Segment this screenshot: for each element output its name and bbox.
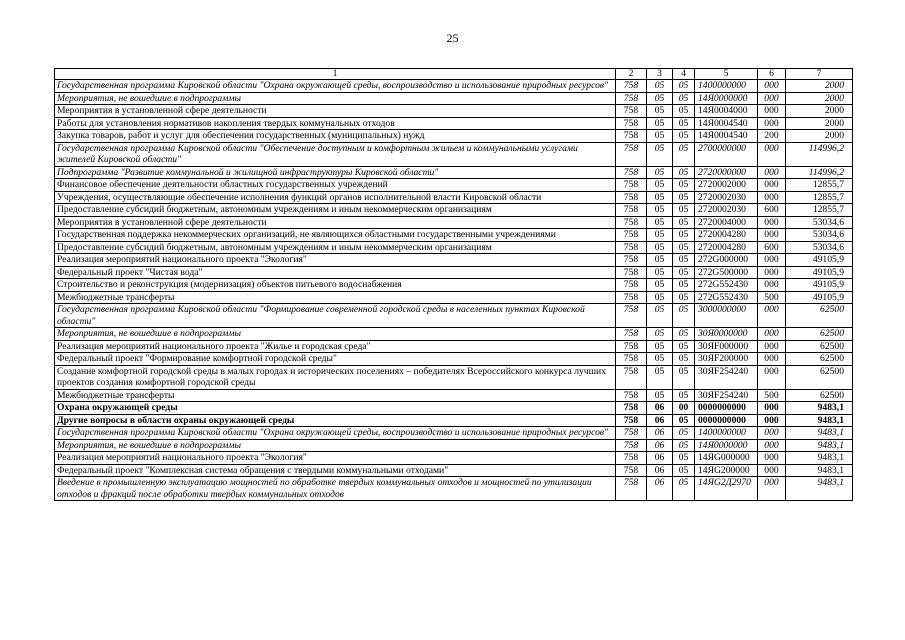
table-row <box>55 254 853 267</box>
table-row <box>55 365 853 389</box>
target-article-cell: 272G552430 <box>695 291 758 304</box>
subsection-code-cell: 05 <box>673 179 695 192</box>
amount-cell: 12855,7 <box>786 179 853 192</box>
ministry-code-cell: 758 <box>616 389 647 402</box>
expense-name-cell: Мероприятия в установленной сфере деятельности <box>55 105 616 118</box>
column-number: 5 <box>695 69 758 80</box>
expense-name-cell: Государственная программа Кировской области "Охрана окружающей среды, воспроизводство и использование природных ресурсов" <box>55 80 616 93</box>
target-article-cell: 272G000000 <box>695 254 758 267</box>
amount-cell: 9483,1 <box>786 452 853 465</box>
amount-cell: 12855,7 <box>786 191 853 204</box>
expense-type-cell: 000 <box>758 439 786 452</box>
expense-type-cell: 000 <box>758 464 786 477</box>
target-article-cell: 30ЯF254240 <box>695 365 758 389</box>
expense-name-cell: Государственная программа Кировской области "Обеспечение доступным и комфортным жильем и коммунальными услугами жителей Кировской области" <box>55 142 616 166</box>
target-article-cell: 2720002000 <box>695 179 758 192</box>
ministry-code-cell: 758 <box>616 241 647 254</box>
target-article-cell: 0000000000 <box>695 402 758 415</box>
section-code-cell: 05 <box>647 340 673 353</box>
ministry-code-cell: 758 <box>616 179 647 192</box>
subsection-code-cell: 05 <box>673 130 695 143</box>
expense-type-cell: 000 <box>758 279 786 292</box>
expense-name-cell: Государственная программа Кировской области "Формирование современной городской среды в населенных пунктах Кировской области" <box>55 304 616 328</box>
section-code-cell: 05 <box>647 328 673 341</box>
expense-type-cell: 000 <box>758 353 786 366</box>
page-number: 25 <box>446 31 459 45</box>
table-row <box>55 142 853 166</box>
table-row <box>55 229 853 242</box>
target-article-cell: 14Я0004000 <box>695 105 758 118</box>
expense-type-cell: 000 <box>758 105 786 118</box>
target-article-cell: 2720004000 <box>695 216 758 229</box>
amount-cell: 49105,9 <box>786 266 853 279</box>
subsection-code-cell: 05 <box>673 353 695 366</box>
column-number: 4 <box>673 69 695 80</box>
section-code-cell: 05 <box>647 92 673 105</box>
expense-type-cell: 200 <box>758 130 786 143</box>
table-row <box>55 130 853 143</box>
table-row <box>55 216 853 229</box>
amount-cell: 62500 <box>786 353 853 366</box>
expense-type-cell: 000 <box>758 254 786 267</box>
target-article-cell: 14Я0000000 <box>695 439 758 452</box>
table-row <box>55 105 853 118</box>
expense-type-cell: 000 <box>758 179 786 192</box>
subsection-code-cell: 05 <box>673 204 695 217</box>
subsection-code-cell: 05 <box>673 427 695 440</box>
table-row <box>55 477 853 501</box>
subsection-code-cell: 05 <box>673 279 695 292</box>
ministry-code-cell: 758 <box>616 117 647 130</box>
expense-name-cell: Строительство и реконструкция (модернизация) объектов питьевого водоснабжения <box>55 279 616 292</box>
section-code-cell: 05 <box>647 204 673 217</box>
ministry-code-cell: 758 <box>616 328 647 341</box>
expense-name-cell: Федеральный проект "Формирование комфортной городской среды" <box>55 353 616 366</box>
section-code-cell: 06 <box>647 402 673 415</box>
section-code-cell: 05 <box>647 166 673 179</box>
expense-type-cell: 000 <box>758 229 786 242</box>
subsection-code-cell: 05 <box>673 80 695 93</box>
amount-cell: 2000 <box>786 92 853 105</box>
amount-cell: 62500 <box>786 389 853 402</box>
amount-cell: 9483,1 <box>786 464 853 477</box>
amount-cell: 9483,1 <box>786 427 853 440</box>
amount-cell: 2000 <box>786 80 853 93</box>
target-article-cell: 272G552430 <box>695 279 758 292</box>
expense-name-cell: Создание комфортной городской среды в малых городах и исторических поселениях – победителях Всероссийского конкурса лучших проектов создания комфортной городской среды <box>55 365 616 389</box>
subsection-code-cell: 05 <box>673 414 695 427</box>
target-article-cell: 14ЯG200000 <box>695 464 758 477</box>
expense-type-cell: 000 <box>758 427 786 440</box>
table-row <box>55 304 853 328</box>
expense-name-cell: Государственная программа Кировской области "Охрана окружающей среды, воспроизводство и использование природных ресурсов" <box>55 427 616 440</box>
expense-name-cell: Межбюджетные трансферты <box>55 291 616 304</box>
table-row <box>55 328 853 341</box>
table-row <box>55 452 853 465</box>
ministry-code-cell: 758 <box>616 340 647 353</box>
table-row <box>55 389 853 402</box>
target-article-cell: 2720004280 <box>695 229 758 242</box>
target-article-cell: 14Я0000000 <box>695 92 758 105</box>
amount-cell: 2000 <box>786 117 853 130</box>
ministry-code-cell: 758 <box>616 304 647 328</box>
amount-cell: 9483,1 <box>786 477 853 501</box>
amount-cell: 49105,9 <box>786 254 853 267</box>
target-article-cell: 14ЯG2Д2970 <box>695 477 758 501</box>
target-article-cell: 272G500000 <box>695 266 758 279</box>
table-row <box>55 353 853 366</box>
amount-cell: 2000 <box>786 105 853 118</box>
expense-type-cell: 000 <box>758 117 786 130</box>
target-article-cell: 2720002030 <box>695 204 758 217</box>
expense-name-cell: Межбюджетные трансферты <box>55 389 616 402</box>
expense-type-cell: 000 <box>758 266 786 279</box>
expense-name-cell: Другие вопросы в области охраны окружающей среды <box>55 414 616 427</box>
table-row <box>55 179 853 192</box>
ministry-code-cell: 758 <box>616 427 647 440</box>
section-code-cell: 05 <box>647 229 673 242</box>
expense-name-cell: Федеральный проект "Комплексная система обращения с твердыми коммунальными отходами" <box>55 464 616 477</box>
amount-cell: 9483,1 <box>786 414 853 427</box>
section-code-cell: 05 <box>647 365 673 389</box>
ministry-code-cell: 758 <box>616 254 647 267</box>
table-row <box>55 191 853 204</box>
table-row <box>55 80 853 93</box>
subsection-code-cell: 05 <box>673 365 695 389</box>
target-article-cell: 3000000000 <box>695 304 758 328</box>
ministry-code-cell: 758 <box>616 402 647 415</box>
section-code-cell: 05 <box>647 254 673 267</box>
expense-type-cell: 000 <box>758 166 786 179</box>
subsection-code-cell: 00 <box>673 402 695 415</box>
section-code-cell: 05 <box>647 142 673 166</box>
target-article-cell: 2720004280 <box>695 241 758 254</box>
expense-name-cell: Подпрограмма "Развитие коммунальной и жилищной инфраструктуры Кировской области" <box>55 166 616 179</box>
amount-cell: 9483,1 <box>786 439 853 452</box>
subsection-code-cell: 05 <box>673 229 695 242</box>
amount-cell: 9483,1 <box>786 402 853 415</box>
subsection-code-cell: 05 <box>673 142 695 166</box>
table-row <box>55 439 853 452</box>
table-row <box>55 117 853 130</box>
expense-name-cell: Введение в промышленную эксплуатацию мощностей по обработке твердых коммунальных отходов и мощностей по утилизации отходов и фракций после обработки твердых коммунальных отходов <box>55 477 616 501</box>
ministry-code-cell: 758 <box>616 414 647 427</box>
ministry-code-cell: 758 <box>616 191 647 204</box>
expense-name-cell: Государственная поддержка некоммерческих организаций, не являющихся областными государственными учреждениями <box>55 229 616 242</box>
section-code-cell: 05 <box>647 279 673 292</box>
expense-name-cell: Мероприятия, не вошедшие в подпрограммы <box>55 439 616 452</box>
subsection-code-cell: 05 <box>673 389 695 402</box>
subsection-code-cell: 05 <box>673 464 695 477</box>
expense-name-cell: Мероприятия в установленной сфере деятельности <box>55 216 616 229</box>
amount-cell: 49105,9 <box>786 291 853 304</box>
target-article-cell: 1400000000 <box>695 80 758 93</box>
ministry-code-cell: 758 <box>616 353 647 366</box>
ministry-code-cell: 758 <box>616 166 647 179</box>
section-code-cell: 06 <box>647 452 673 465</box>
expense-name-cell: Мероприятия, не вошедшие в подпрограммы <box>55 92 616 105</box>
expense-type-cell: 000 <box>758 414 786 427</box>
table-row <box>55 266 853 279</box>
ministry-code-cell: 758 <box>616 464 647 477</box>
ministry-code-cell: 758 <box>616 291 647 304</box>
subsection-code-cell: 05 <box>673 291 695 304</box>
expense-name-cell: Федеральный проект "Чистая вода" <box>55 266 616 279</box>
subsection-code-cell: 05 <box>673 304 695 328</box>
subsection-code-cell: 05 <box>673 328 695 341</box>
target-article-cell: 1400000000 <box>695 427 758 440</box>
target-article-cell: 30ЯF200000 <box>695 353 758 366</box>
expense-type-cell: 000 <box>758 402 786 415</box>
table-row <box>55 92 853 105</box>
subsection-code-cell: 05 <box>673 105 695 118</box>
expense-type-cell: 600 <box>758 204 786 217</box>
section-code-cell: 05 <box>647 105 673 118</box>
section-code-cell: 06 <box>647 439 673 452</box>
budget-table <box>54 68 853 501</box>
expense-type-cell: 000 <box>758 80 786 93</box>
table-row <box>55 427 853 440</box>
expense-name-cell: Охрана окружающей среды <box>55 402 616 415</box>
expense-name-cell: Работы для установления нормативов накопления твердых коммунальных отходов <box>55 117 616 130</box>
ministry-code-cell: 758 <box>616 452 647 465</box>
expense-name-cell: Финансовое обеспечение деятельности областных государственных учреждений <box>55 179 616 192</box>
subsection-code-cell: 05 <box>673 452 695 465</box>
ministry-code-cell: 758 <box>616 365 647 389</box>
target-article-cell: 30ЯF254240 <box>695 389 758 402</box>
target-article-cell: 30Я0000000 <box>695 328 758 341</box>
amount-cell: 53034,6 <box>786 229 853 242</box>
section-code-cell: 05 <box>647 353 673 366</box>
amount-cell: 114996,2 <box>786 142 853 166</box>
expense-type-cell: 500 <box>758 389 786 402</box>
ministry-code-cell: 758 <box>616 204 647 217</box>
ministry-code-cell: 758 <box>616 216 647 229</box>
table-row <box>55 279 853 292</box>
section-code-cell: 05 <box>647 266 673 279</box>
ministry-code-cell: 758 <box>616 130 647 143</box>
amount-cell: 53034,6 <box>786 216 853 229</box>
column-number: 3 <box>647 69 673 80</box>
section-code-cell: 06 <box>647 464 673 477</box>
ministry-code-cell: 758 <box>616 229 647 242</box>
expense-name-cell: Учреждения, осуществляющие обеспечение исполнения функций органов исполнительной власти Кировской области <box>55 191 616 204</box>
expense-name-cell: Предоставление субсидий бюджетным, автономным учреждениям и иным некоммерческим организациям <box>55 241 616 254</box>
amount-cell: 53034,6 <box>786 241 853 254</box>
expense-name-cell: Реализация мероприятий национального проекта "Экология" <box>55 254 616 267</box>
column-number: 7 <box>786 69 853 80</box>
table-row <box>55 340 853 353</box>
amount-cell: 62500 <box>786 328 853 341</box>
amount-cell: 62500 <box>786 365 853 389</box>
expense-type-cell: 600 <box>758 241 786 254</box>
expense-name-cell: Реализация мероприятий национального проекта "Экология" <box>55 452 616 465</box>
amount-cell: 114996,2 <box>786 166 853 179</box>
target-article-cell: 2720002030 <box>695 191 758 204</box>
ministry-code-cell: 758 <box>616 279 647 292</box>
column-number-row <box>55 69 853 80</box>
target-article-cell: 14ЯG000000 <box>695 452 758 465</box>
table-row <box>55 414 853 427</box>
ministry-code-cell: 758 <box>616 439 647 452</box>
subsection-code-cell: 05 <box>673 191 695 204</box>
expense-type-cell: 000 <box>758 304 786 328</box>
subsection-code-cell: 05 <box>673 266 695 279</box>
expense-type-cell: 000 <box>758 142 786 166</box>
subsection-code-cell: 05 <box>673 166 695 179</box>
section-code-cell: 05 <box>647 216 673 229</box>
section-code-cell: 05 <box>647 191 673 204</box>
expense-name-cell: Реализация мероприятий национального проекта "Жилье и городская среда" <box>55 340 616 353</box>
subsection-code-cell: 05 <box>673 254 695 267</box>
table-row <box>55 166 853 179</box>
amount-cell: 49105,9 <box>786 279 853 292</box>
expense-name-cell: Предоставление субсидий бюджетным, автономным учреждениям и иным некоммерческим организациям <box>55 204 616 217</box>
expense-type-cell: 000 <box>758 477 786 501</box>
expense-name-cell: Мероприятия, не вошедшие в подпрограммы <box>55 328 616 341</box>
expense-type-cell: 000 <box>758 452 786 465</box>
amount-cell: 62500 <box>786 304 853 328</box>
ministry-code-cell: 758 <box>616 142 647 166</box>
section-code-cell: 05 <box>647 179 673 192</box>
section-code-cell: 06 <box>647 427 673 440</box>
expense-type-cell: 000 <box>758 92 786 105</box>
ministry-code-cell: 758 <box>616 477 647 501</box>
subsection-code-cell: 05 <box>673 92 695 105</box>
target-article-cell: 30ЯF000000 <box>695 340 758 353</box>
amount-cell: 2000 <box>786 130 853 143</box>
expense-type-cell: 000 <box>758 340 786 353</box>
section-code-cell: 05 <box>647 291 673 304</box>
expense-type-cell: 000 <box>758 191 786 204</box>
column-number: 1 <box>55 69 616 80</box>
section-code-cell: 05 <box>647 80 673 93</box>
subsection-code-cell: 05 <box>673 340 695 353</box>
table-row <box>55 241 853 254</box>
subsection-code-cell: 05 <box>673 216 695 229</box>
expense-type-cell: 000 <box>758 365 786 389</box>
ministry-code-cell: 758 <box>616 92 647 105</box>
column-number: 2 <box>616 69 647 80</box>
target-article-cell: 14Я0004540 <box>695 130 758 143</box>
expense-type-cell: 000 <box>758 328 786 341</box>
expense-type-cell: 000 <box>758 216 786 229</box>
section-code-cell: 05 <box>647 130 673 143</box>
target-article-cell: 2720000000 <box>695 166 758 179</box>
target-article-cell: 2700000000 <box>695 142 758 166</box>
section-code-cell: 05 <box>647 389 673 402</box>
table-row <box>55 204 853 217</box>
section-code-cell: 05 <box>647 304 673 328</box>
subsection-code-cell: 05 <box>673 439 695 452</box>
ministry-code-cell: 758 <box>616 105 647 118</box>
subsection-code-cell: 05 <box>673 477 695 501</box>
ministry-code-cell: 758 <box>616 80 647 93</box>
expense-name-cell: Закупка товаров, работ и услуг для обеспечения государственных (муниципальных) нужд <box>55 130 616 143</box>
column-number: 6 <box>758 69 786 80</box>
section-code-cell: 05 <box>647 241 673 254</box>
target-article-cell: 14Я0004540 <box>695 117 758 130</box>
expense-type-cell: 500 <box>758 291 786 304</box>
section-code-cell: 06 <box>647 414 673 427</box>
table-row <box>55 291 853 304</box>
amount-cell: 12855,7 <box>786 204 853 217</box>
ministry-code-cell: 758 <box>616 266 647 279</box>
table-row <box>55 464 853 477</box>
table-row <box>55 402 853 415</box>
section-code-cell: 06 <box>647 477 673 501</box>
subsection-code-cell: 05 <box>673 241 695 254</box>
amount-cell: 62500 <box>786 340 853 353</box>
section-code-cell: 05 <box>647 117 673 130</box>
target-article-cell: 0000000000 <box>695 414 758 427</box>
subsection-code-cell: 05 <box>673 117 695 130</box>
